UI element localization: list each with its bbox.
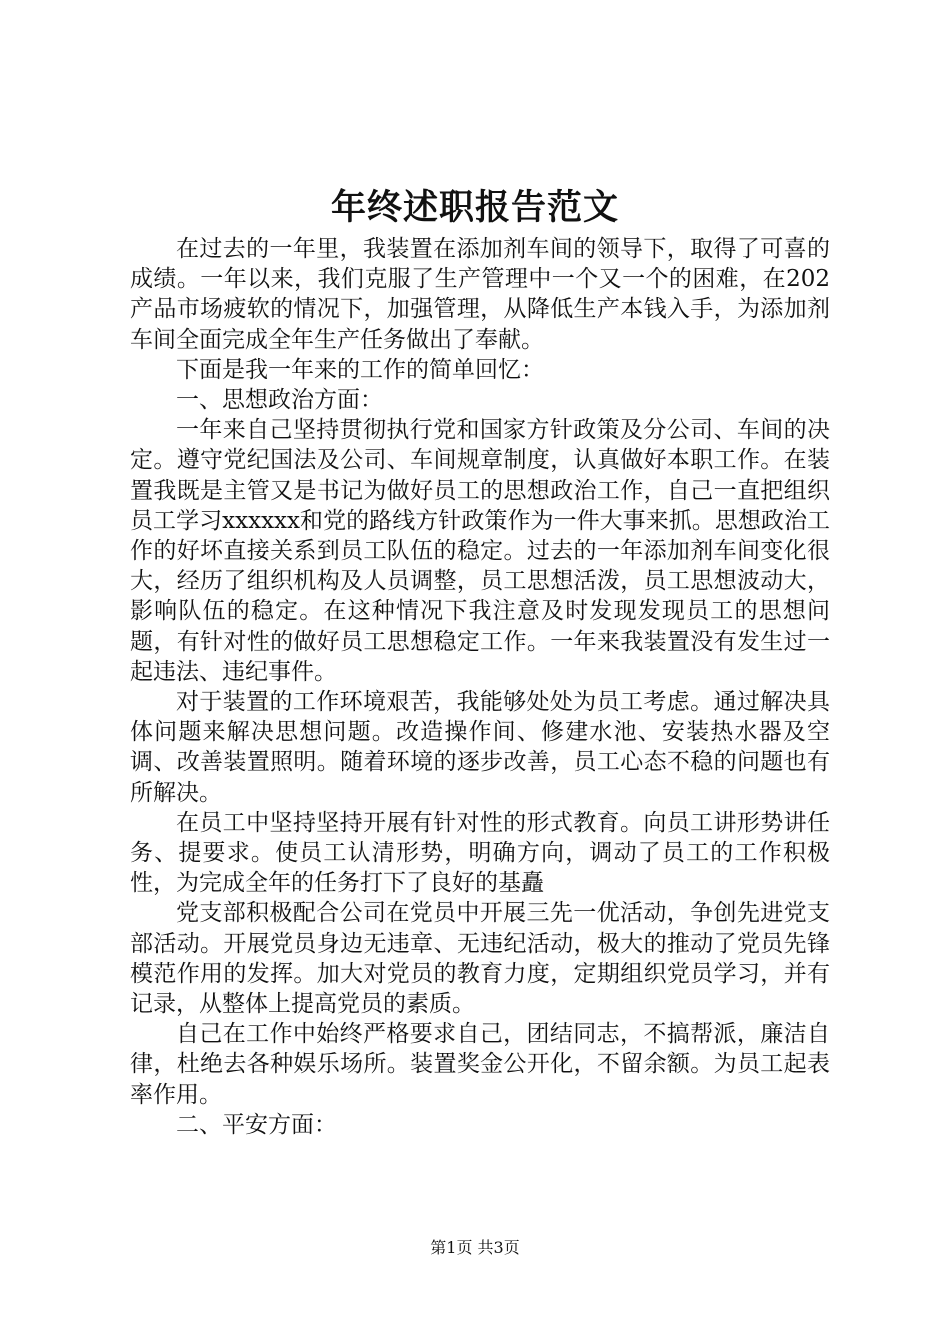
page-number-footer: 第1页 共3页: [430, 1238, 520, 1257]
section-heading-safety: 二、平安方面：: [176, 1111, 337, 1138]
paragraph-intro: 在过去的一年里，我装置在添加剂车间的领导下，取得了可喜的成绩。一年以来，我们克服了生产管理中一个又一个的困难，在202产品市场疲软的情况下，加强管理，从降低生产本钱入手，为添加剂车间全面完成全年生产任务做出了奉献。: [130, 236, 830, 353]
paragraph-political-work: 一年来自己坚持贯彻执行党和国家方针政策及分公司、车间的决定。遵守党纪国法及公司、车间规章制度，认真做好本职工作。在装置我既是主管又是书记为做好员工的思想政治工作，自己一直把组织员工学习xxxxxx和党的路线方针政策作为一件大事来抓。思想政治工作的好坏直接关系到员工队伍的稳定。过去的一年添加剂车间变化很大，经历了组织机构及人员调整，员工思想活泼，员工思想波动大，影响队伍的稳定。在这种情况下我注意及时发现发现员工的思想问题，有针对性的做好员工思想稳定工作。一年来我装置没有发生过一起违法、违纪事件。: [130, 417, 830, 685]
paragraph-education: 在员工中坚持坚持开展有针对性的形式教育。向员工讲形势讲任务、提要求。使员工认清形势，明确方向，调动了员工的工作积极性，为完成全年的任务打下了良好的基矗: [130, 809, 830, 897]
paragraph-work-environment: 对于装置的工作环境艰苦，我能够处处为员工考虑。通过解决具体问题来解决思想问题。改造操作间、修建水池、安装热水器及空调、改善装置照明。随着环境的逐步改善，员工心态不稳的问题也有所解决。: [130, 689, 830, 806]
paragraph-self-discipline: 自己在工作中始终严格要求自己，团结同志，不搞帮派，廉洁自律，杜绝去各种娱乐场所。装置奖金公开化，不留余额。为员工起表率作用。: [130, 1021, 830, 1108]
document-body: [130, 234, 830, 1140]
paragraph-review-lead: 下面是我一年来的工作的简单回忆：: [176, 356, 544, 383]
section-heading-political: 一、思想政治方面：: [176, 387, 383, 414]
paragraph-party-branch: 党支部积极配合公司在党员中开展三先一优活动，争创先进党支部活动。开展党员身边无违章、无违纪活动，极大的推动了党员先锋模范作用的发挥。加大对党员的教育力度，定期组织党员学习，并有记录，从整体上提高党员的素质。: [130, 900, 830, 1018]
document-title: 年终述职报告范文: [330, 187, 619, 228]
